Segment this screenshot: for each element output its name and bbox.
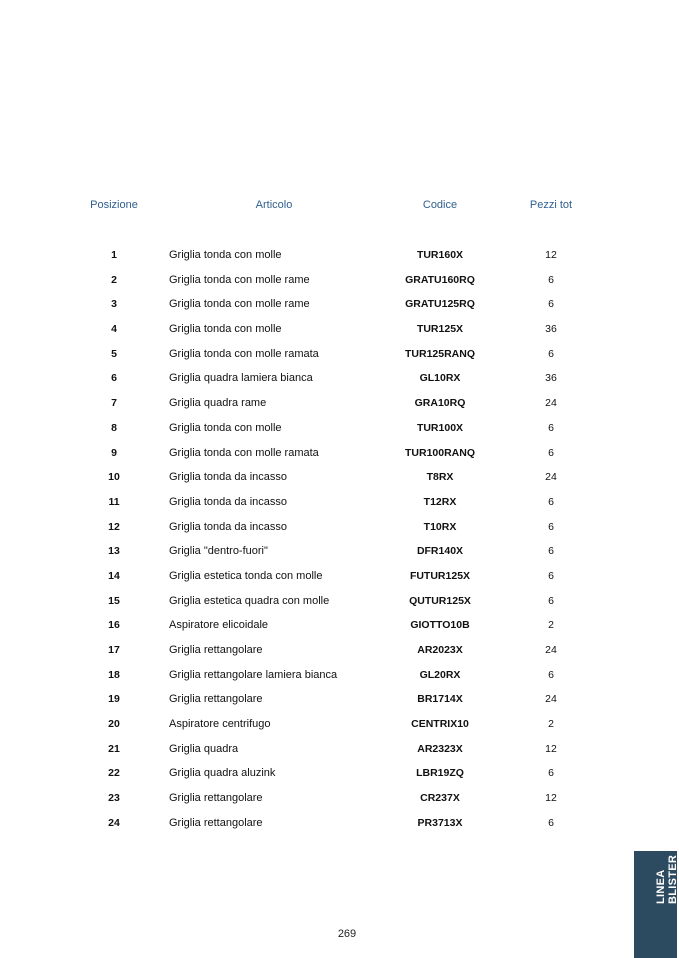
- cell-pieces: 24: [545, 471, 557, 484]
- cell-article: Griglia rettangolare: [169, 816, 263, 829]
- cell-article: Griglia estetica tonda con molle: [169, 569, 323, 582]
- cell-position: 14: [108, 569, 120, 582]
- cell-article: Griglia tonda da incasso: [169, 471, 288, 484]
- cell-position: 2: [111, 273, 117, 286]
- cell-position: 11: [108, 495, 120, 508]
- cell-position: 20: [108, 718, 120, 731]
- cell-position: 16: [108, 619, 120, 632]
- cell-position: 7: [111, 397, 117, 410]
- cell-code: FUTUR125X: [409, 569, 471, 582]
- cell-article: Griglia rettangolare: [169, 644, 263, 656]
- cell-article: Griglia tonda con molle rame: [169, 298, 310, 311]
- cell-position: 19: [108, 693, 120, 706]
- page-number: 269: [337, 928, 357, 940]
- cell-article: Griglia "dentro-fuori": [169, 545, 268, 558]
- cell-article: Griglia rettangolare: [169, 792, 263, 805]
- table-row: [0, 663, 677, 688]
- cell-pieces: 2: [548, 718, 554, 731]
- cell-article: Griglia tonda con molle: [169, 249, 282, 261]
- cell-code: GL20RX: [419, 668, 461, 681]
- table-row: [0, 737, 677, 762]
- cell-code: TUR125X: [416, 323, 464, 336]
- table-row: [0, 712, 677, 737]
- cell-code: BR1714X: [417, 693, 463, 706]
- cell-code: TUR160X: [416, 249, 464, 261]
- cell-position: 9: [111, 446, 117, 459]
- cell-position: 24: [108, 816, 120, 829]
- table-row: [0, 786, 677, 811]
- cell-position: 15: [108, 594, 120, 607]
- table-row: [0, 243, 677, 268]
- header-pieces: Pezzi tot: [529, 199, 573, 211]
- cell-position: 8: [111, 421, 117, 434]
- cell-code: GL10RX: [419, 372, 461, 385]
- cell-position: 22: [108, 767, 120, 780]
- cell-article: Aspiratore elicoidale: [169, 619, 269, 632]
- cell-position: 4: [111, 323, 117, 336]
- cell-code: T10RX: [423, 520, 457, 533]
- cell-position: 18: [108, 668, 120, 681]
- table-row: [0, 342, 677, 367]
- cell-code: TUR100RANQ: [404, 446, 475, 459]
- side-tab-line-2: BLISTER: [667, 854, 679, 904]
- table-row: [0, 589, 677, 614]
- cell-position: 12: [108, 520, 120, 533]
- cell-code: CR237X: [420, 792, 460, 805]
- cell-article: Griglia tonda con molle ramata: [169, 347, 319, 360]
- cell-pieces: 6: [548, 347, 554, 360]
- cell-article: Griglia tonda con molle: [169, 323, 282, 336]
- cell-code: DFR140X: [416, 545, 464, 558]
- cell-article: Griglia quadra: [169, 742, 239, 755]
- cell-position: 10: [108, 471, 120, 484]
- cell-article: Griglia rettangolare: [169, 693, 263, 706]
- cell-code: LBR19ZQ: [416, 767, 464, 780]
- cell-code: T8RX: [426, 471, 454, 484]
- cell-code: T12RX: [423, 495, 457, 508]
- cell-pieces: 36: [545, 323, 557, 336]
- cell-pieces: 6: [548, 767, 554, 780]
- cell-pieces: 12: [545, 742, 557, 755]
- table-row: [0, 687, 677, 712]
- cell-pieces: 12: [545, 249, 557, 261]
- section-side-tab: [634, 851, 677, 958]
- table-row: [0, 441, 677, 466]
- table-body: [0, 243, 677, 836]
- cell-position: 17: [108, 644, 120, 656]
- cell-code: AR2323X: [417, 742, 463, 755]
- cell-position: 13: [108, 545, 120, 558]
- table-row: [0, 539, 677, 564]
- cell-position: 3: [111, 298, 117, 311]
- side-tab-label: [655, 855, 679, 904]
- cell-pieces: 24: [545, 644, 557, 656]
- cell-article: Griglia tonda da incasso: [169, 495, 288, 508]
- cell-article: Aspiratore centrifugo: [169, 718, 271, 731]
- cell-article: Griglia estetica quadra con molle: [169, 594, 330, 607]
- table-row: [0, 564, 677, 589]
- cell-position: 6: [111, 372, 117, 385]
- cell-article: Griglia quadra aluzink: [169, 767, 276, 780]
- cell-article: Griglia tonda con molle ramata: [169, 446, 319, 459]
- cell-code: TUR125RANQ: [404, 347, 475, 360]
- cell-code: AR2023X: [417, 644, 463, 656]
- cell-code: GIOTTO10B: [410, 619, 470, 632]
- cell-code: GRATU160RQ: [405, 273, 475, 286]
- table-row: [0, 268, 677, 293]
- cell-article: Griglia tonda con molle: [169, 421, 282, 434]
- cell-position: 5: [111, 347, 117, 360]
- cell-article: Griglia tonda con molle rame: [169, 273, 310, 286]
- cell-pieces: 6: [548, 421, 554, 434]
- header-code: Codice: [422, 199, 458, 211]
- table-row: [0, 317, 677, 342]
- header-position: Posizione: [90, 199, 138, 211]
- table-row: [0, 416, 677, 441]
- cell-pieces: 24: [545, 397, 557, 410]
- cell-position: 1: [111, 249, 117, 261]
- cell-pieces: 2: [548, 619, 554, 632]
- cell-article: Griglia rettangolare lamiera bianca: [169, 668, 338, 681]
- cell-position: 21: [108, 742, 120, 755]
- cell-pieces: 36: [545, 372, 557, 385]
- cell-pieces: 6: [548, 545, 554, 558]
- table-row: [0, 515, 677, 540]
- table-row: [0, 613, 677, 638]
- cell-pieces: 6: [548, 495, 554, 508]
- cell-pieces: 6: [548, 594, 554, 607]
- cell-code: GRATU125RQ: [405, 298, 475, 311]
- cell-article: Griglia quadra rame: [169, 397, 267, 410]
- table-row: [0, 490, 677, 515]
- cell-position: 23: [108, 792, 120, 805]
- table-row: [0, 761, 677, 786]
- cell-pieces: 6: [548, 816, 554, 829]
- cell-article: Griglia quadra lamiera bianca: [169, 372, 313, 385]
- cell-code: GRA10RQ: [414, 397, 466, 410]
- side-tab-line-1: LINEA: [655, 869, 667, 904]
- header-article: Articolo: [255, 199, 293, 211]
- cell-pieces: 6: [548, 520, 554, 533]
- cell-code: TUR100X: [416, 421, 464, 434]
- cell-pieces: 6: [548, 273, 554, 286]
- table-row: [0, 391, 677, 416]
- cell-code: CENTRIX10: [411, 718, 469, 731]
- cell-article: Griglia tonda da incasso: [169, 520, 288, 533]
- table-row: [0, 465, 677, 490]
- cell-pieces: 24: [545, 693, 557, 706]
- cell-pieces: 12: [545, 792, 557, 805]
- table-row: [0, 366, 677, 391]
- cell-pieces: 6: [548, 569, 554, 582]
- table-row: [0, 292, 677, 317]
- table-row: [0, 638, 677, 663]
- cell-pieces: 6: [548, 298, 554, 311]
- cell-code: QUTUR125X: [409, 594, 471, 607]
- cell-pieces: 6: [548, 668, 554, 681]
- cell-pieces: 6: [548, 446, 554, 459]
- table-row: [0, 811, 677, 836]
- cell-code: PR3713X: [417, 816, 463, 829]
